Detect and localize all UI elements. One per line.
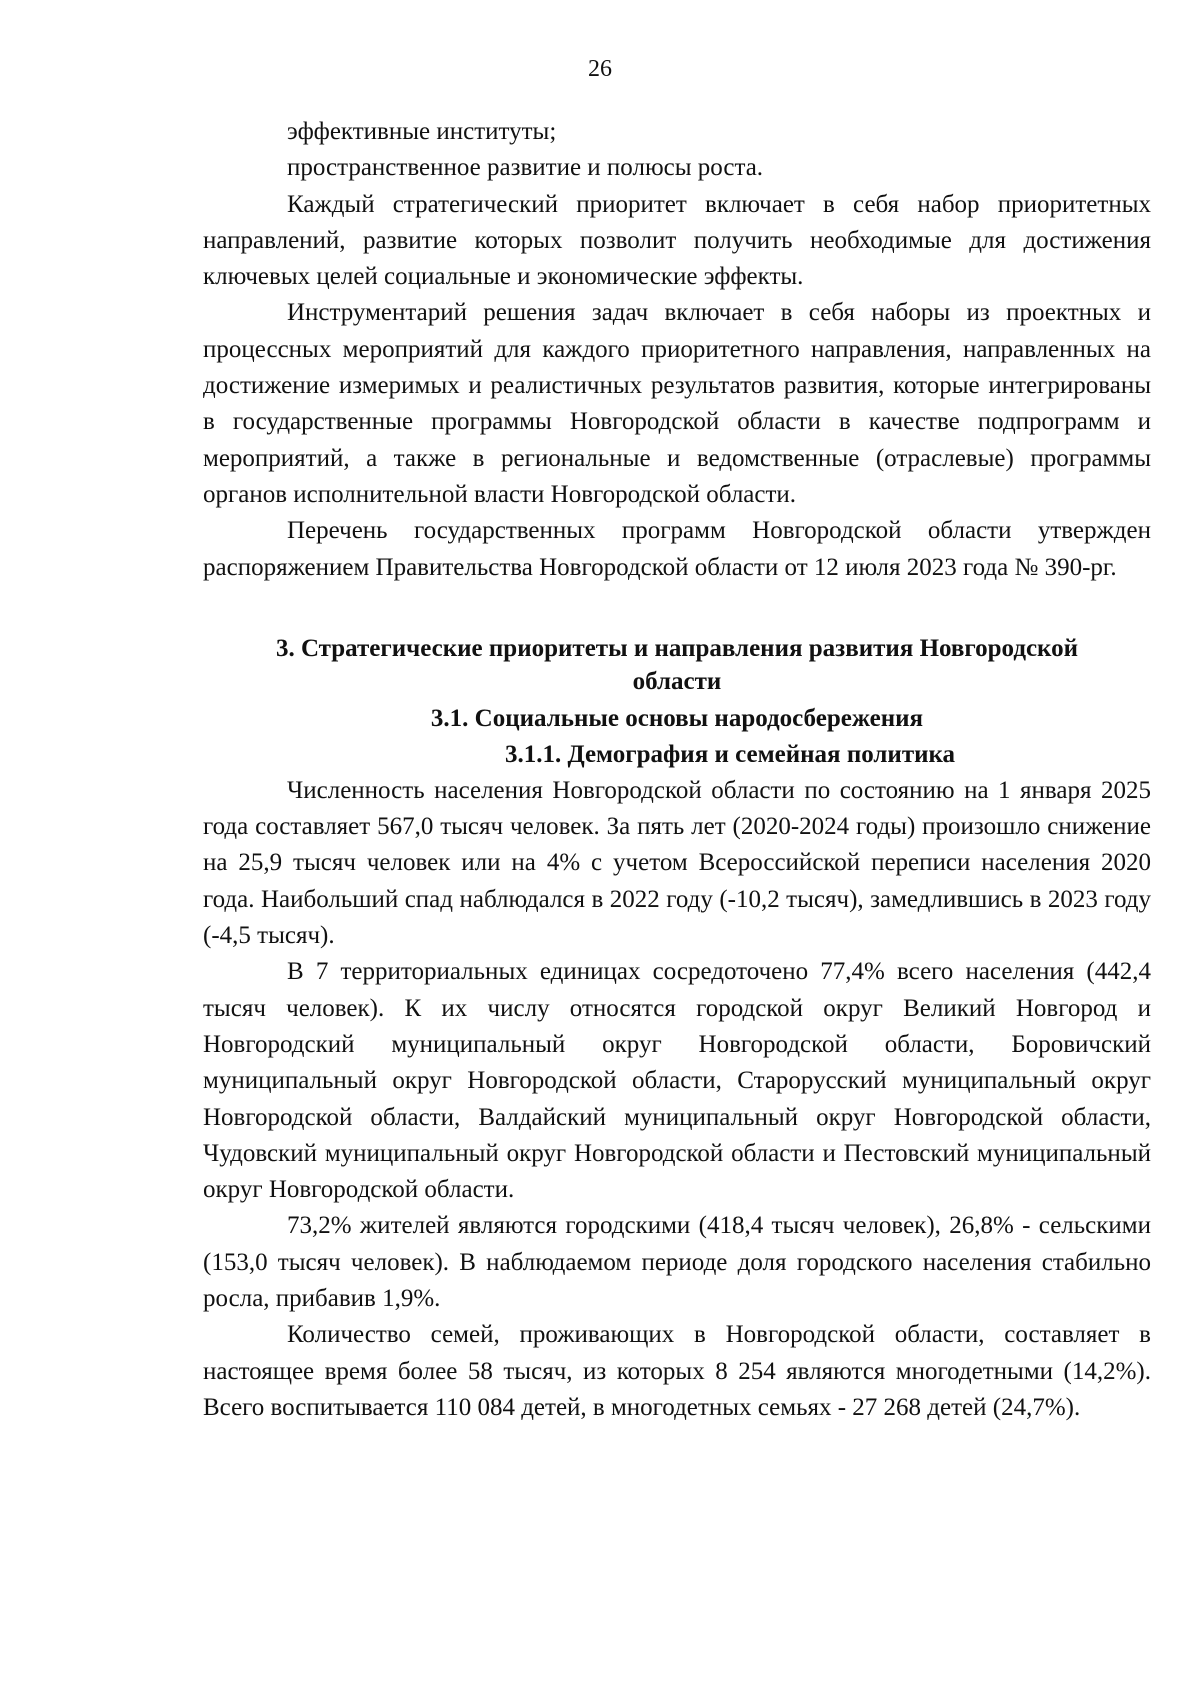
list-item-institutions: эффективные институты;: [287, 118, 557, 145]
subsection-heading: 3.1. Социальные основы народосбережения: [430, 704, 924, 732]
paragraph-territorial-units: В 7 территориальных единицах сосредоточено 77,4% всего населения (442,4 тысяч человек). К их числу относятся городской округ Великий Новгород и Новгородский муниципальный округ Новгородской области, Боровичский муниципальный округ Новгородской области, Старорусский муниципальный округ Новгородской области, Валдайский муниципальный округ Новгородской области, Чудовский муниципальный округ Новгородской области и Пестовский муниципальный округ Новгородской области.: [203, 958, 1151, 1204]
section-heading: 3. Стратегические приоритеты и направления развития Новгородской области: [275, 634, 1079, 695]
paragraph-population: Численность населения Новгородской области по состоянию на 1 января 2025 года составляет 567,0 тысяч человек. За пять лет (2020-2024 годы) произошло снижение на 25,9 тысяч человек или на 4% с учетом Всероссийской переписи населения 2020 года. Наибольший спад наблюдался в 2022 году (-10,2 тысяч), замедлившись в 2023 году (-4,5 тысяч).: [203, 776, 1151, 950]
paragraph-programs-list: Перечень государственных программ Новгородской области утвержден распоряжением Правительства Новгородской области от 12 июля 2023 года № 390-рг.: [203, 517, 1151, 581]
document-body: [203, 114, 1151, 1426]
spacer: [203, 586, 1151, 632]
paragraph-urban-rural: 73,2% жителей являются городскими (418,4 тысяч человек), 26,8% - сельскими (153,0 тысяч человек). В наблюдаемом периоде доля городского населения стабильно росла, прибавив 1,9%.: [203, 1212, 1151, 1313]
subsubsection-heading: 3.1.1. Демография и семейная политика: [504, 740, 956, 768]
page-number: 26: [588, 56, 612, 82]
list-item-spatial-development: пространственное развитие и полюсы роста.: [287, 154, 764, 182]
paragraph-families: Количество семей, проживающих в Новгородской области, составляет в настоящее время более 58 тысяч, из которых 8 254 являются многодетными (14,2%). Всего воспитывается 110 084 детей, в многодетных семьях - 27 268 детей (24,7%).: [203, 1321, 1151, 1421]
paragraph-instruments: Инструментарий решения задач включает в себя наборы из проектных и процессных мероприятий для каждого приоритетного направления, направленных на достижение измеримых и реалистичных результатов развития, которые интегрированы в государственные программы Новгородской области в качестве подпрограмм и мероприятий, а также в региональные и ведомственные (отраслевые) программы органов исполнительной власти Новгородской области.: [203, 299, 1151, 508]
paragraph-priorities: Каждый стратегический приоритет включает в себя набор приоритетных направлений, развитие которых позволит получить необходимые для достижения ключевых целей социальные и экономические эффекты.: [203, 190, 1151, 291]
